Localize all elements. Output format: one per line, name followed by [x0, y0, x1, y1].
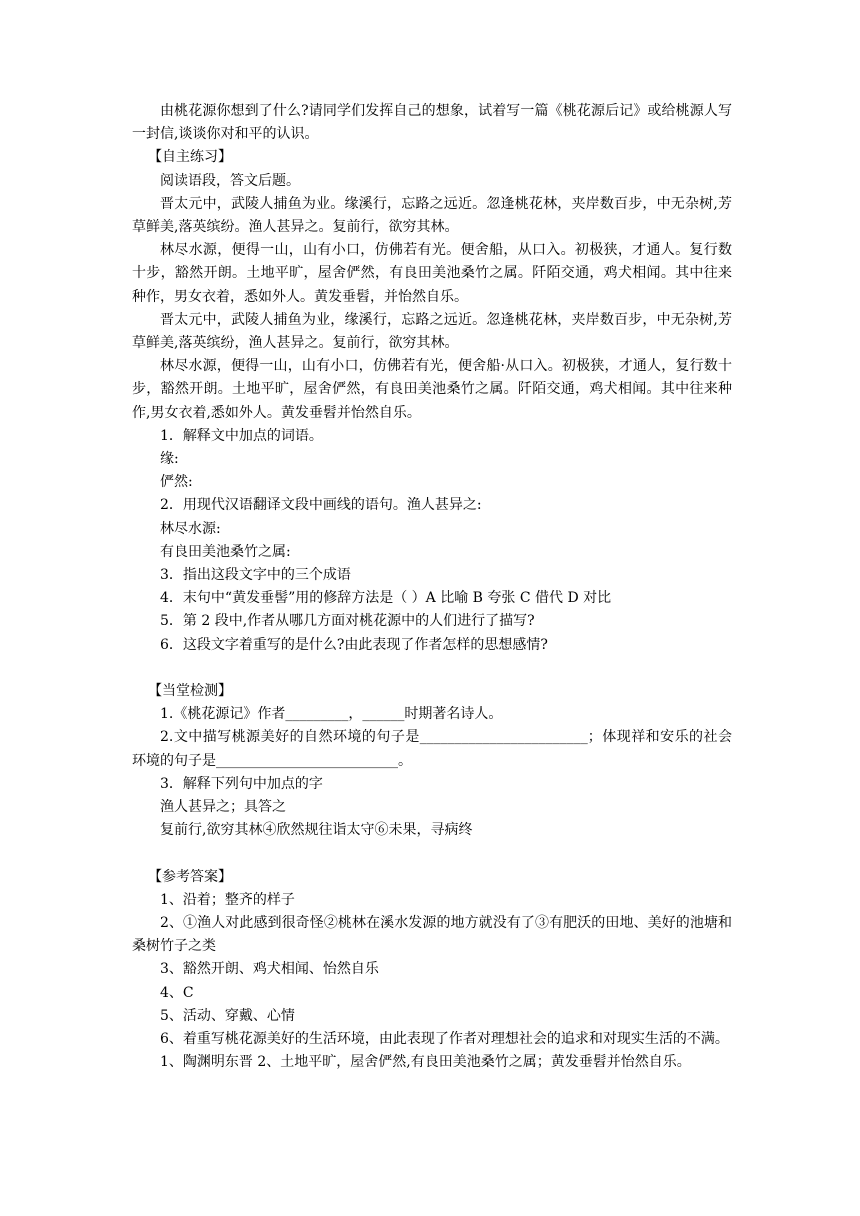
answer-5: 5、活动、穿戴、心情: [160, 1007, 295, 1024]
question-2-item-b: 有良田美池桑竹之属:: [160, 543, 291, 560]
check-question-3-item-b: 复前行,欲穷其林④欣然规往诣太守⑥未果，寻病终: [160, 822, 473, 839]
answer-1: 1、沿着；整齐的样子: [160, 891, 295, 908]
answer-3: 3、豁然开朗、鸡犬相闻、怡然自乐: [160, 961, 379, 978]
blank-line: [132, 657, 732, 680]
question-2-item-a: 林尽水源:: [160, 520, 221, 537]
check-question-3-item-a: 渔人甚异之；具答之: [160, 799, 286, 816]
section-heading-answers: 【参考答案】: [148, 868, 232, 885]
intro-paragraph: 由桃花源你想到了什么?请同学们发挥自己的想象，试着写一篇《桃花源后记》或给桃源人写一封信,谈谈你对和平的认识。: [132, 103, 732, 143]
check-question-3: 3．解释下列句中加点的字: [160, 775, 323, 792]
question-1-item-a: 缘:: [160, 451, 179, 468]
check-question-2: 2.文中描写桃源美好的自然环境的句子是________________________；体现祥和安乐的社会环境的句子是__________________________。: [132, 729, 732, 769]
section-heading-self-practice: 【自主练习】: [148, 149, 232, 166]
blank-line: [132, 842, 732, 865]
check-question-1: 1.《桃花源记》作者_________，______时期著名诗人。: [160, 706, 503, 723]
answer-6: 6、着重写桃花源美好的生活环境，由此表现了作者对理想社会的追求和对现实生活的不满。: [160, 1031, 729, 1048]
question-1-item-b: 俨然:: [160, 474, 193, 491]
question-2: 2．用现代汉语翻译文段中画线的语句。渔人甚异之:: [160, 497, 482, 514]
question-6: 6．这段文字着重写的是什么?由此表现了作者怎样的思想感情?: [160, 636, 548, 653]
passage-paragraph-1: 晋太元中，武陵人捕鱼为业。缘溪行，忘路之远近。忽逢桃花林，夹岸数百步，中无杂树,芳草鲜美,落英缤纷。渔人甚异之。复前行，欲穷其林。: [132, 195, 732, 236]
answer-2: 2、①渔人对此感到很奇怪②桃林在溪水发源的地方就没有了③有肥沃的田地、美好的池塘和桑树竹子之类: [132, 915, 732, 955]
question-5: 5．第 2 段中,作者从哪几方面对桃花源中的人们进行了描写?: [160, 613, 535, 630]
passage-paragraph-4: 林尽水源，便得一山，山有小口，仿佛若有光，便舍船·从口入。初极狭，才通人，复行数十步，豁然开朗。土地平旷，屋舍俨然，有良田美池桑竹之属。阡陌交通，鸡犬相闻。其中往来种作,男女衣着,悉如外人。黄发垂髫并怡然自乐。: [132, 358, 732, 421]
document-body: [132, 100, 732, 1075]
section-heading-check: 【当堂检测】: [148, 683, 232, 700]
question-3: 3．指出这段文字中的三个成语: [160, 567, 351, 584]
answer-4: 4、C: [160, 984, 194, 1001]
reading-prompt: 阅读语段，答文后题。: [160, 172, 300, 189]
question-4: 4．末句中“黄发垂髻”用的修辞方法是（ ）A 比喻 B 夸张 C 借代 D 对比: [160, 590, 612, 607]
question-1: 1．解释文中加点的词语。: [160, 427, 323, 444]
answer-check: 1、陶渊明东晋 2、土地平旷，屋舍俨然,有良田美池桑竹之属；黄发垂髫并怡然自乐。: [160, 1054, 691, 1071]
passage-paragraph-3: 晋太元中，武陵人捕鱼为业，缘溪行，忘路之远近。忽逢桃花林，夹岸数百步，中无杂树,芳草鲜美,落英缤纷，渔人甚异之。复前行，欲穷其林。: [132, 311, 732, 352]
passage-paragraph-2: 林尽水源，便得一山，山有小口，仿佛若有光。便舍船，从口入。初极狭，才通人。复行数十步，豁然开朗。土地平旷，屋舍俨然，有良田美池桑竹之属。阡陌交通，鸡犬相闻。其中往来种作，男女衣着，悉如外人。黄发垂髫，并怡然自乐。: [132, 242, 732, 305]
